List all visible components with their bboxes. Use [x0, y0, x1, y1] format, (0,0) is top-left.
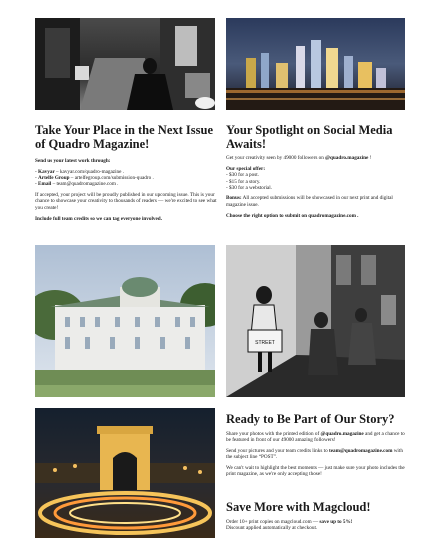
list-item: - Artelfe Group – artelfegroup.com/submission-quadro . — [35, 175, 154, 181]
list-item: - Kavyar – kavyar.com/quadro-magazine . — [35, 168, 125, 175]
block1-bold-line: Include full team credits so we can tag everyone involved. — [35, 215, 162, 222]
palace-photo — [35, 245, 215, 397]
street-art-photo — [226, 245, 405, 397]
city-skyline-photo — [226, 18, 405, 110]
block1-title: Take Your Place in the Next Issue of Quadro Magazine! — [35, 123, 214, 151]
list-item: - $15 for a story. — [226, 178, 261, 185]
block3-p2: Send your pictures and your team credits links to team@quadromagazine.com with the subject line “POST”. — [226, 447, 403, 461]
block1 — [35, 124, 218, 226]
list-item: - $30 for a post. — [226, 172, 259, 179]
block4 — [226, 501, 405, 532]
street-photo — [35, 18, 215, 110]
block4-p: Order 10+ print copies on magcloud.com — save up to 5%! Discount applied automatically at checkout. — [226, 518, 353, 532]
list-item: - Email – team@quadromagazine.com . — [35, 181, 119, 188]
block3 — [226, 413, 405, 482]
block1-para: If accepted, your project will be proudly published in our upcoming issue. This is your chance to showcase your creativity to thousands of readers — we're excited to see what you create! — [35, 191, 217, 211]
block2-choose-line: Choose the right option to submit on quadromagazine.com . — [226, 212, 359, 219]
list-item: - $30 for a webstorial. — [226, 185, 272, 191]
block1-intro: Send us your latest work through: — [35, 158, 111, 164]
block3-p3: We can't wait to highlight the best moments — just make sure your photo includes the print magazine, as we're only accepting those! — [226, 464, 405, 478]
block2-offer-head: Our special offer: — [226, 165, 266, 172]
block2-bonus: Bonus: All accepted submissions will be showcased in our next print and digital magazine issue. — [226, 195, 393, 208]
sign-text: STREET — [255, 340, 275, 346]
block4-title: Save More with Magcloud! — [226, 500, 371, 514]
block2-offers — [226, 172, 405, 191]
block2-intro: Get your creativity seen by 49000 followers on @quadro.magazine ! — [226, 155, 372, 161]
block3-p1: Share your photos with the printed edition of @quadro.magazine and get a chance to be featured in front of our 49000 amazing followers! — [226, 430, 405, 444]
block3-title: Ready to Be Part of Our Story? — [226, 412, 395, 426]
arc-photo — [35, 408, 215, 538]
block2 — [226, 124, 405, 223]
block2-title: Your Spotlight on Social Media Awaits! — [226, 123, 393, 151]
block1-list — [35, 169, 218, 188]
